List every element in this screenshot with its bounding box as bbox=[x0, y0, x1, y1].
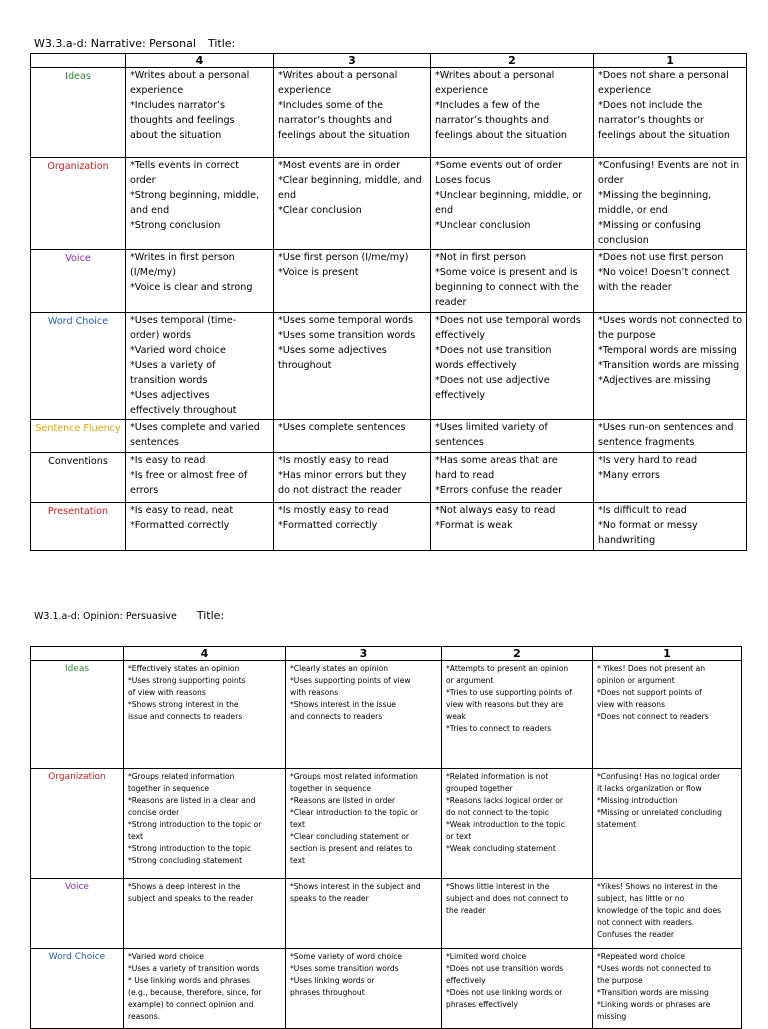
descriptor-line: effectively throughout bbox=[130, 404, 237, 416]
score-3-cell bbox=[274, 250, 431, 313]
score-3-cell bbox=[286, 949, 442, 1029]
score-3-cell bbox=[274, 68, 431, 158]
descriptor-line: *Is difficult to read bbox=[598, 505, 687, 517]
score-2-cell bbox=[442, 769, 593, 879]
score-1-cell bbox=[593, 769, 742, 879]
descriptor-line: throughout bbox=[278, 359, 332, 371]
descriptor-line: *Missing or unrelated concluding bbox=[597, 808, 722, 817]
descriptor-line: concise order bbox=[128, 808, 180, 817]
descriptor-line: the purpose bbox=[597, 976, 643, 985]
descriptor-line: effectively bbox=[435, 389, 486, 401]
descriptor-line: *Does not use first person bbox=[598, 252, 724, 264]
descriptor-line: do not distract the reader bbox=[278, 485, 402, 497]
descriptor-line: *Does not share a personal bbox=[598, 70, 729, 81]
descriptor-line: sentence fragments bbox=[598, 437, 695, 449]
descriptor-line: *Does not use adjective bbox=[435, 374, 550, 386]
descriptor-line: *Reasons are listed in a clear and bbox=[128, 796, 256, 805]
rubric-table-opinion bbox=[30, 646, 742, 1029]
descriptor-line: *Tries to use supporting points of bbox=[446, 688, 572, 697]
descriptor-line: of view with reasons bbox=[128, 688, 206, 697]
descriptor-line: *Shows a deep interest in the bbox=[128, 882, 241, 891]
score-2-cell bbox=[431, 313, 594, 420]
score-2-cell bbox=[431, 503, 594, 551]
descriptor-line: *Effectively states an opinion bbox=[128, 664, 240, 673]
descriptor-line: phrases effectively bbox=[446, 1000, 519, 1009]
rubric-row-word-choice bbox=[31, 949, 742, 1029]
descriptor-line: *Writes about a personal bbox=[130, 70, 250, 81]
rubric-row-organization bbox=[31, 769, 742, 879]
score-2-cell bbox=[442, 949, 593, 1029]
header-cell bbox=[31, 54, 126, 68]
descriptor-line: *Related information is not bbox=[446, 772, 549, 781]
criterion-label: Organization bbox=[31, 769, 124, 879]
criterion-label: Ideas bbox=[31, 68, 126, 158]
descriptor-line: *Uses a variety of bbox=[130, 359, 216, 371]
descriptor-line: *Includes some of the bbox=[278, 99, 383, 111]
descriptor-line: phrases throughout bbox=[290, 988, 365, 997]
descriptor-line: *Reasons lacks logical order or bbox=[446, 796, 564, 805]
descriptor-line: about the situation bbox=[130, 129, 222, 141]
descriptor-line: *Uses strong supporting points bbox=[128, 676, 246, 685]
descriptor-line: *Attempts to present an opinion bbox=[446, 664, 569, 673]
score-1-cell bbox=[594, 313, 747, 420]
descriptor-line: *Varied word choice bbox=[130, 344, 226, 356]
title-label: Title: bbox=[207, 37, 236, 50]
descriptor-line: subject, has little or no bbox=[597, 894, 685, 903]
descriptor-line: reasons. bbox=[128, 1012, 161, 1021]
criterion-label: Sentence Fluency bbox=[31, 420, 126, 453]
descriptor-line: *Clear beginning, middle, and bbox=[278, 174, 422, 186]
descriptor-line: feelings about the situation bbox=[598, 129, 731, 141]
descriptor-line: errors bbox=[130, 485, 159, 497]
standard-label: W3.3.a-d: Narrative: Personal bbox=[34, 37, 196, 50]
descriptor-line: *Uses limited variety of bbox=[435, 422, 548, 434]
descriptor-line: *Clearly states an opinion bbox=[290, 664, 389, 673]
descriptor-line: text bbox=[128, 832, 143, 841]
rubric-row-conventions bbox=[31, 453, 747, 503]
header-cell: 1 bbox=[593, 647, 742, 661]
descriptor-line: *Uses a variety of transition words bbox=[128, 964, 260, 973]
rubric-row-organization bbox=[31, 158, 747, 250]
score-2-cell bbox=[442, 661, 593, 769]
descriptor-line: sentences bbox=[130, 437, 179, 449]
score-4-cell bbox=[126, 313, 274, 420]
descriptor-line: *Temporal words are missing bbox=[598, 344, 737, 356]
descriptor-line: *Writes about a personal bbox=[278, 70, 398, 81]
descriptor-line: *Uses words not connected to bbox=[598, 315, 743, 327]
descriptor-line: *Writes about a personal bbox=[435, 70, 555, 81]
page-title-opinion bbox=[34, 609, 224, 622]
score-4-cell bbox=[124, 949, 286, 1029]
rubric-row-voice bbox=[31, 879, 742, 949]
descriptor-line: *Format is weak bbox=[435, 520, 513, 532]
descriptor-line: *Has minor errors but they bbox=[278, 470, 407, 482]
score-1-cell bbox=[594, 158, 747, 250]
descriptor-line: order bbox=[130, 174, 156, 186]
score-4-cell bbox=[126, 453, 274, 503]
score-1-cell bbox=[593, 879, 742, 949]
score-1-cell bbox=[594, 503, 747, 551]
descriptor-line: missing bbox=[597, 1012, 627, 1021]
descriptor-line: text bbox=[290, 856, 305, 865]
descriptor-line: *Shows little interest in the bbox=[446, 882, 550, 891]
descriptor-line: knowledge of the topic and does bbox=[597, 906, 722, 915]
descriptor-line: order bbox=[598, 174, 624, 186]
descriptor-line: the reader bbox=[446, 906, 486, 915]
descriptor-line: *Is mostly easy to read bbox=[278, 455, 389, 467]
descriptor-line: do not connect to the topic bbox=[446, 808, 550, 817]
descriptor-line: experience bbox=[130, 84, 184, 96]
descriptor-line: experience bbox=[435, 84, 489, 96]
descriptor-line: *Is mostly easy to read bbox=[278, 505, 389, 517]
criterion-label: Word Choice bbox=[31, 949, 124, 1029]
descriptor-line: view with reasons bbox=[597, 700, 666, 709]
descriptor-line: *Shows interest in the subject and bbox=[290, 882, 421, 891]
descriptor-line: with the reader bbox=[598, 282, 672, 294]
descriptor-line: *Does not connect to readers bbox=[597, 712, 709, 721]
descriptor-line: *Uses complete and varied bbox=[130, 422, 260, 434]
score-2-cell bbox=[431, 158, 594, 250]
descriptor-line: *Repeated word choice bbox=[597, 952, 686, 961]
descriptor-line: (e.g., because, therefore, since, for bbox=[128, 988, 262, 997]
descriptor-line: *Has some areas that are bbox=[435, 455, 558, 467]
descriptor-line: Confuses the reader bbox=[597, 930, 675, 939]
descriptor-line: *Strong introduction to the topic or bbox=[128, 820, 262, 829]
descriptor-line: *Does not include the bbox=[598, 99, 703, 111]
descriptor-line: *Uses words not connected to bbox=[597, 964, 712, 973]
criterion-label: Voice bbox=[31, 879, 124, 949]
descriptor-line: *Strong introduction to the topic bbox=[128, 844, 252, 853]
header-cell: 3 bbox=[274, 54, 431, 68]
descriptor-line: *No voice! Doesn’t connect bbox=[598, 267, 730, 279]
rubric-table-narrative bbox=[30, 53, 747, 551]
score-2-cell bbox=[431, 68, 594, 158]
descriptor-line: *Does not use temporal words bbox=[435, 315, 581, 327]
descriptor-line: *Clear concluding statement or bbox=[290, 832, 410, 841]
descriptor-line: * Yikes! Does not present an bbox=[597, 664, 706, 673]
descriptor-line: *Shows strong interest in the bbox=[128, 700, 239, 709]
descriptor-line: *Tries to connect to readers bbox=[446, 724, 552, 733]
page-title-narrative bbox=[34, 37, 235, 50]
descriptor-line: *Uses some adjectives bbox=[278, 344, 387, 356]
descriptor-line: or argument bbox=[446, 676, 494, 685]
descriptor-line: *Adjectives are missing bbox=[598, 374, 711, 386]
descriptor-line: handwriting bbox=[598, 535, 656, 547]
header-cell: 2 bbox=[442, 647, 593, 661]
score-3-cell bbox=[274, 503, 431, 551]
rubric-row-presentation bbox=[31, 503, 747, 551]
descriptor-line: *Tells events in correct bbox=[130, 160, 240, 171]
descriptor-line: *Does not support points of bbox=[597, 688, 702, 697]
descriptor-line: statement bbox=[597, 820, 637, 829]
descriptor-line: it lacks organization or flow bbox=[597, 784, 702, 793]
descriptor-line: and end bbox=[130, 204, 170, 216]
descriptor-line: *Formatted correctly bbox=[278, 520, 378, 532]
descriptor-line: *Errors confuse the reader bbox=[435, 485, 563, 497]
descriptor-line: narrator’s thoughts or bbox=[598, 114, 704, 126]
descriptor-line: *Weak concluding statement bbox=[446, 844, 556, 853]
header-row bbox=[31, 54, 747, 68]
score-1-cell bbox=[594, 453, 747, 503]
descriptor-line: *Transition words are missing bbox=[598, 359, 740, 371]
descriptor-line: narrator’s thoughts and bbox=[278, 114, 393, 126]
score-3-cell bbox=[286, 661, 442, 769]
descriptor-line: *Shows interest in the issue bbox=[290, 700, 396, 709]
score-2-cell bbox=[431, 420, 594, 453]
score-3-cell bbox=[274, 453, 431, 503]
header-cell: 3 bbox=[286, 647, 442, 661]
descriptor-line: *Is very hard to read bbox=[598, 455, 698, 467]
standard-label: W3.1.a-d: Opinion: Persuasive bbox=[34, 611, 177, 622]
criterion-label: Conventions bbox=[31, 453, 126, 503]
descriptor-line: *Unclear beginning, middle, or bbox=[435, 189, 583, 201]
score-4-cell bbox=[126, 158, 274, 250]
descriptor-line: *Limited word choice bbox=[446, 952, 527, 961]
descriptor-line: *Writes in first person bbox=[130, 252, 235, 264]
descriptor-line: *Uses supporting points of view bbox=[290, 676, 411, 685]
descriptor-line: together in sequence bbox=[290, 784, 372, 793]
descriptor-line: transition words bbox=[130, 374, 208, 386]
score-2-cell bbox=[431, 250, 594, 313]
descriptor-line: not connect with readers. bbox=[597, 918, 695, 927]
descriptor-line: subject and does not connect to bbox=[446, 894, 569, 903]
descriptor-line: *Is free or almost free of bbox=[130, 470, 248, 482]
score-1-cell bbox=[594, 420, 747, 453]
descriptor-line: *Not always easy to read bbox=[435, 505, 556, 517]
descriptor-line: *Transition words are missing bbox=[597, 988, 709, 997]
rubric-row-word-choice bbox=[31, 313, 747, 420]
header-cell: 4 bbox=[126, 54, 274, 68]
descriptor-line: experience bbox=[598, 84, 652, 96]
descriptor-line: hard to read bbox=[435, 470, 495, 482]
descriptor-line: *Uses complete sentences bbox=[278, 422, 406, 434]
descriptor-line: *Groups related information bbox=[128, 772, 235, 781]
descriptor-line: issue and connects to readers bbox=[128, 712, 243, 721]
descriptor-line: Loses focus bbox=[435, 174, 491, 186]
score-4-cell bbox=[124, 661, 286, 769]
descriptor-line: example) to connect opinion and bbox=[128, 1000, 254, 1009]
descriptor-line: *Missing introduction bbox=[597, 796, 678, 805]
descriptor-line: *Missing or confusing bbox=[598, 219, 702, 231]
rubric-row-sentence-fluency bbox=[31, 420, 747, 453]
descriptor-line: *Uses some transition words bbox=[278, 329, 416, 341]
descriptor-line: *Many errors bbox=[598, 470, 660, 482]
descriptor-line: words effectively bbox=[435, 359, 517, 371]
descriptor-line: together in sequence bbox=[128, 784, 210, 793]
descriptor-line: *Uses linking words or bbox=[290, 976, 375, 985]
descriptor-line: *Some variety of word choice bbox=[290, 952, 403, 961]
descriptor-line: speaks to the reader bbox=[290, 894, 369, 903]
score-1-cell bbox=[594, 250, 747, 313]
descriptor-line: *Not in first person bbox=[435, 252, 527, 264]
descriptor-line: *Includes narrator’s bbox=[130, 99, 225, 111]
descriptor-line: grouped together bbox=[446, 784, 513, 793]
descriptor-line: *Does not use transition words bbox=[446, 964, 564, 973]
descriptor-line: sentences bbox=[435, 437, 484, 449]
rubric-row-ideas bbox=[31, 68, 747, 158]
score-2-cell bbox=[442, 879, 593, 949]
descriptor-line: middle, or end bbox=[598, 204, 668, 216]
descriptor-line: (I/Me/my) bbox=[130, 267, 176, 279]
descriptor-line: text bbox=[290, 820, 305, 829]
descriptor-line: *Uses some temporal words bbox=[278, 315, 414, 327]
descriptor-line: opinion or argument bbox=[597, 676, 675, 685]
descriptor-line: *Confusing! Events are not in bbox=[598, 160, 740, 171]
descriptor-line: with reasons bbox=[290, 688, 339, 697]
descriptor-line: *Formatted correctly bbox=[130, 520, 230, 532]
descriptor-line: *Confusing! Has no logical order bbox=[597, 772, 721, 781]
descriptor-line: *Strong concluding statement bbox=[128, 856, 243, 865]
descriptor-line: *Groups most related information bbox=[290, 772, 418, 781]
score-4-cell bbox=[124, 879, 286, 949]
descriptor-line: *Linking words or phrases are bbox=[597, 1000, 711, 1009]
descriptor-line: subject and speaks to the reader bbox=[128, 894, 254, 903]
descriptor-line: the purpose bbox=[598, 329, 656, 341]
descriptor-line: *Yikes! Shows no interest in the bbox=[597, 882, 718, 891]
descriptor-line: *Uses run-on sentences and bbox=[598, 422, 734, 434]
descriptor-line: * Use linking words and phrases bbox=[128, 976, 251, 985]
title-label: Title: bbox=[196, 609, 225, 622]
score-3-cell bbox=[286, 769, 442, 879]
descriptor-line: *Some events out of order bbox=[435, 160, 563, 171]
score-3-cell bbox=[274, 420, 431, 453]
score-1-cell bbox=[594, 68, 747, 158]
criterion-label: Word Choice bbox=[31, 313, 126, 420]
score-3-cell bbox=[274, 158, 431, 250]
descriptor-line: *Use first person (I/me/my) bbox=[278, 252, 409, 264]
descriptor-line: *Reasons are listed in order bbox=[290, 796, 396, 805]
score-4-cell bbox=[126, 68, 274, 158]
descriptor-line: *Includes a few of the bbox=[435, 99, 540, 111]
descriptor-line: *Is easy to read, neat bbox=[130, 505, 234, 517]
descriptor-line: *Varied word choice bbox=[128, 952, 204, 961]
descriptor-line: *Some voice is present and is bbox=[435, 267, 578, 279]
descriptor-line: and connects to readers bbox=[290, 712, 383, 721]
descriptor-line: narrator’s thoughts and bbox=[435, 114, 550, 126]
descriptor-line: *No format or messy bbox=[598, 520, 698, 532]
descriptor-line: *Voice is present bbox=[278, 267, 359, 279]
descriptor-line: order) words bbox=[130, 329, 191, 341]
header-cell: 1 bbox=[594, 54, 747, 68]
header-row bbox=[31, 647, 742, 661]
score-3-cell bbox=[286, 879, 442, 949]
descriptor-line: end bbox=[278, 189, 297, 201]
score-4-cell bbox=[126, 420, 274, 453]
descriptor-line: *Uses temporal (time- bbox=[130, 315, 237, 327]
descriptor-line: reader bbox=[435, 297, 467, 309]
descriptor-line: effectively bbox=[446, 976, 486, 985]
header-cell: 4 bbox=[124, 647, 286, 661]
descriptor-line: *Does not use linking words or bbox=[446, 988, 563, 997]
score-1-cell bbox=[593, 661, 742, 769]
rubric-row-voice bbox=[31, 250, 747, 313]
score-4-cell bbox=[126, 250, 274, 313]
descriptor-line: feelings about the situation bbox=[435, 129, 568, 141]
descriptor-line: *Unclear conclusion bbox=[435, 219, 531, 231]
header-cell bbox=[31, 647, 124, 661]
descriptor-line: or text bbox=[446, 832, 472, 841]
score-4-cell bbox=[124, 769, 286, 879]
descriptor-line: *Most events are in order bbox=[278, 160, 401, 171]
criterion-label: Organization bbox=[31, 158, 126, 250]
descriptor-line: *Is easy to read bbox=[130, 455, 206, 467]
rubric-row-ideas bbox=[31, 661, 742, 769]
descriptor-line: beginning to connect with the bbox=[435, 282, 579, 294]
criterion-label: Voice bbox=[31, 250, 126, 313]
descriptor-line: view with reasons but they are bbox=[446, 700, 564, 709]
descriptor-line: *Weak introduction to the topic bbox=[446, 820, 565, 829]
descriptor-line: *Uses some transition words bbox=[290, 964, 399, 973]
score-2-cell bbox=[431, 453, 594, 503]
score-4-cell bbox=[126, 503, 274, 551]
descriptor-line: *Does not use transition bbox=[435, 344, 552, 356]
descriptor-line: *Clear conclusion bbox=[278, 204, 362, 216]
descriptor-line: *Clear introduction to the topic or bbox=[290, 808, 419, 817]
descriptor-line: experience bbox=[278, 84, 332, 96]
descriptor-line: thoughts and feelings bbox=[130, 114, 235, 126]
score-1-cell bbox=[593, 949, 742, 1029]
descriptor-line: weak bbox=[446, 712, 466, 721]
descriptor-line: feelings about the situation bbox=[278, 129, 411, 141]
descriptor-line: *Uses adjectives bbox=[130, 389, 210, 401]
descriptor-line: *Missing the beginning, bbox=[598, 189, 712, 201]
descriptor-line: section is present and relates to bbox=[290, 844, 413, 853]
criterion-label: Presentation bbox=[31, 503, 126, 551]
score-3-cell bbox=[274, 313, 431, 420]
descriptor-line: end bbox=[435, 204, 454, 216]
header-cell: 2 bbox=[431, 54, 594, 68]
criterion-label: Ideas bbox=[31, 661, 124, 769]
descriptor-line: *Strong conclusion bbox=[130, 219, 221, 231]
descriptor-line: effectively bbox=[435, 329, 486, 341]
descriptor-line: *Strong beginning, middle, bbox=[130, 189, 260, 201]
descriptor-line: *Voice is clear and strong bbox=[130, 282, 253, 294]
descriptor-line: conclusion bbox=[598, 234, 649, 246]
